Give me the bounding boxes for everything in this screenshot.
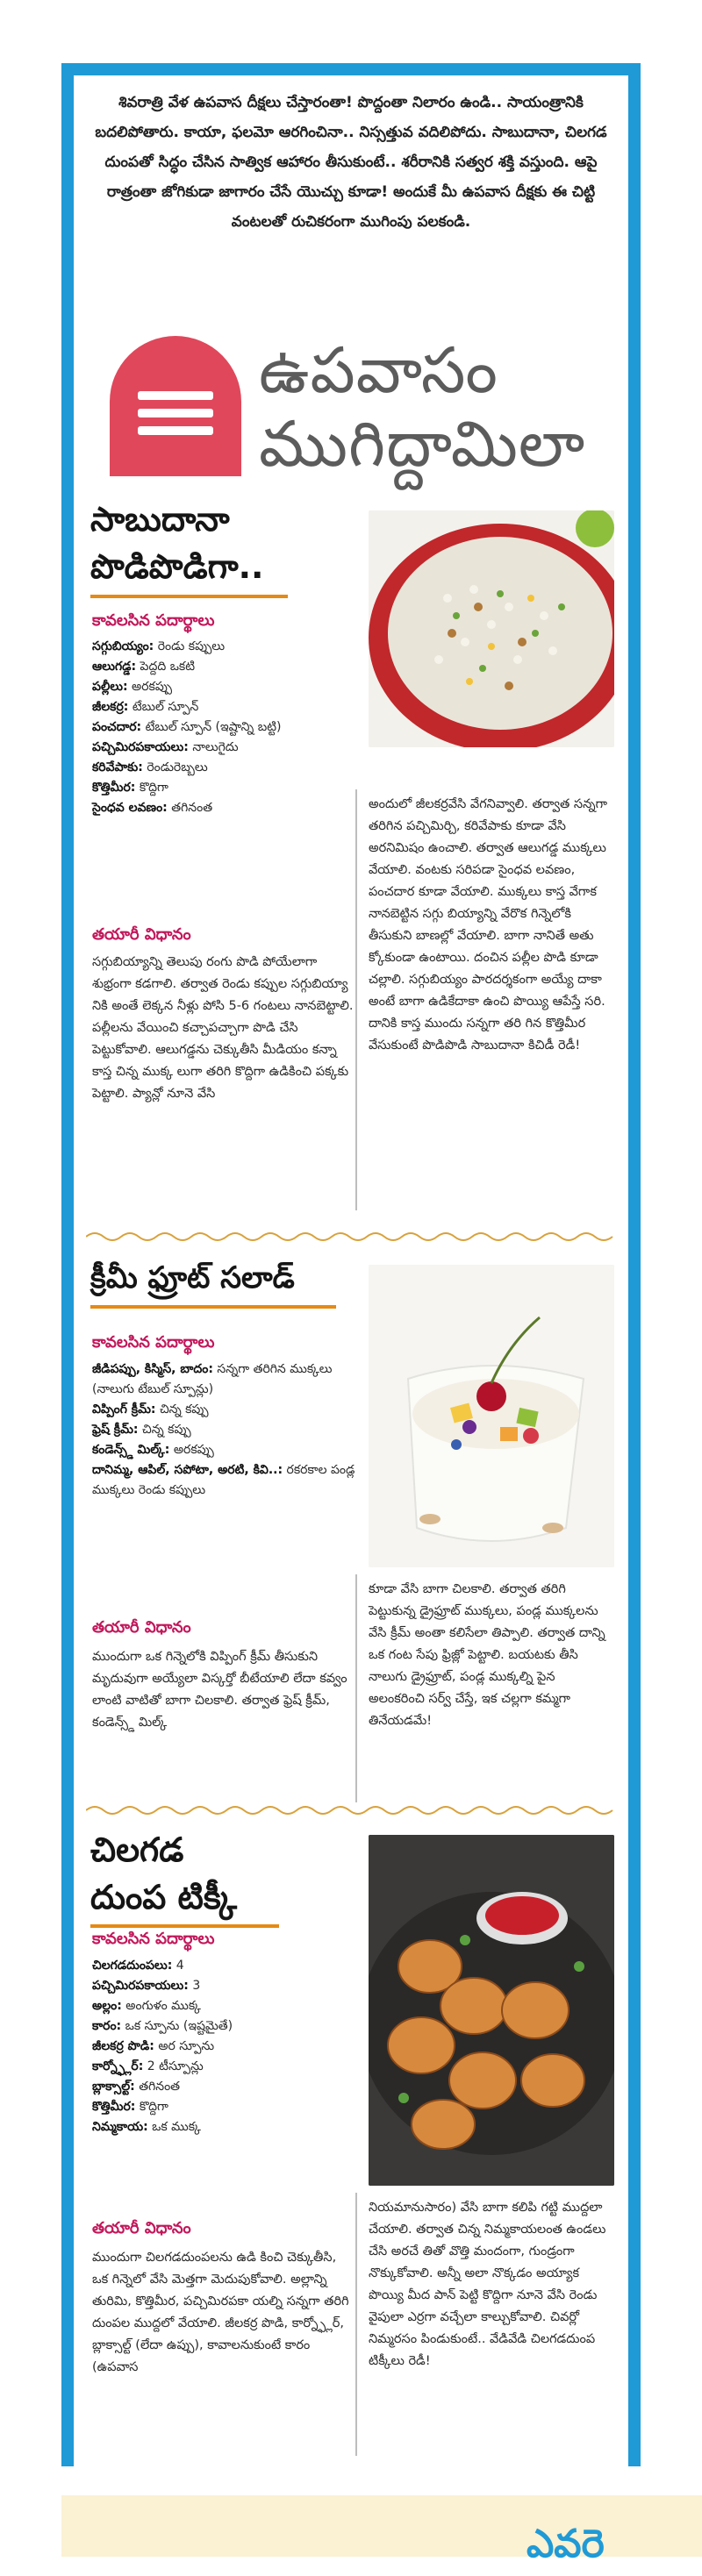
list-item: ఫ్రెష్ క్రీమ్: చిన్న కప్పు [92, 1423, 191, 1437]
list-item: జీలకర్ర పొడి: అర స్పూను [92, 2039, 215, 2053]
title-underline [90, 1305, 336, 1309]
list-item: బ్లాక్సాల్ట్: తగినంత [92, 2080, 181, 2094]
list-item: కరివేపాకు: రెండురెబ్బలు [92, 760, 208, 774]
list-item: కొత్తిమీర: కొద్దిగా [92, 781, 168, 795]
ingredients-list [92, 637, 355, 818]
ingredients-heading: కావలసిన పదార్థాలు [92, 1333, 215, 1352]
list-item: కొత్తిమీర: కొద్దిగా [92, 2100, 168, 2114]
list-item: నిమ్మకాయ: ఒక ముక్క [92, 2120, 201, 2134]
list-item: సైంధవ లవణం: తగినంత [92, 801, 213, 815]
list-item: దానిమ్మ, ఆపిల్, సపోటా, అరటి, కివి..: రకరకాల పండ్ల ముక్కలు రెండు కప్పులు [92, 1463, 355, 1497]
list-item: పంచదార: టేబుల్ స్పూన్ (ఇష్టాన్ని బట్టి) [92, 720, 282, 734]
method-heading: తయారీ విధానం [92, 925, 191, 944]
section-divider [86, 1803, 616, 1817]
intro-paragraph: శివరాత్రి వేళ ఉపవాస దీక్షలు చేస్తారంతా! పొద్దంతా నిలారం ఉండి.. సాయంత్రానికి బదలిపోతారు. కాయా, ఫలమో ఆరగించినా.. నిస్సత్తువ వదిలిపోదు. సాబుదానా, చిలగడ దుంపతో సిద్ధం చేసిన సాత్విక ఆహారం తీసుకుంటే.. శరీరానికి సత్వర శక్తి వస్తుంది. ఆపై రాత్రంతా జోగికుడా జాగారం చేసే యొచ్చు కూడా! అందుకే మీ ఉపవాస దీక్షకు ఈ చిట్టి వంటలతో రుచికరంగా ముగింపు పలకండి. [95, 94, 607, 231]
frame-right-border [628, 63, 641, 2466]
list-item: సగ్గుబియ్యం: రెండు కప్పులు [92, 639, 226, 653]
fruit-salad-photo [369, 1265, 614, 1567]
section-divider [86, 1230, 616, 1244]
recipe-title-fruit-salad: క్రీమీ ఫ్రూట్ సలాడ్ [90, 1260, 295, 1295]
method-text-continued: అందులో జీలకర్రవేసి వేగనివ్వాలి. తర్వాత సన్నగా తరిగిన పచ్చిమిర్చి, కరివేపాకు కూడా వేసి అరనిమిషం ఉంచాలి. తర్వాత ఆలుగడ్డ ముక్కలు వేయాలి. వంటకు సరిపడా సైంధవ లవణం, పంచదార కూడా వేయాలి. ముక్కలు కాస్త వేగాక నానబెట్టిన సగ్గు బియ్యాన్ని వేరొక గిన్నెలోకి తీసుకుని బాణల్లో వేయాలి. బాగా నానితే అతు క్కోకుండా ఉంటాయి. దంచిన పల్లీల పొడి కూడా చల్లాలి. సగ్గుబియ్యం పారదర్శకంగా అయ్యే దాకా అంటే బాగా ఉడికేదాకా ఉంచి పొయ్యి ఆపేస్తే సరి. దానికి కాస్త ముందు సన్నగా తరి గిన కొత్తిమీర వేసుకుంటే పొడిపొడి సాబుదానా కిచిడీ రెడీ! [369, 797, 607, 1053]
column-divider [355, 2193, 357, 2456]
column-divider [355, 789, 357, 1210]
list-item: పల్లీలు: అరకప్పు [92, 680, 173, 694]
title-underline [90, 595, 288, 598]
method-text-continued: కూడా వేసి బాగా చిలకాలి. తర్వాత తరిగి పెట్టుకున్న డ్రైఫ్రూట్ ముక్కలు, పండ్ల ముక్కలను వేసి క్రీమ్ అంతా కలిసేలా తిప్పాలి. తర్వాత దాన్ని ఒక గంట సేపు ఫ్రిజ్లో పెట్టాలి. బయటకు తీసి నాలుగు డ్రైఫ్రూట్, పండ్ల ముక్కల్ని పైన అలంకరించి సర్వ్ చేస్తే, ఇక చల్లగా కమ్మగా తినేయడమే! [369, 1582, 605, 1728]
method-heading: తయారీ విధానం [92, 1618, 191, 1637]
method-text: ముందుగా ఒక గిన్నెలోకి విప్పింగ్ క్రీమ్ తీసుకుని మృదువుగా అయ్యేలా విస్కర్తో బీటేయాలి లేదా కవ్వం లాంటి వాటితో బాగా చిలకాలి. తర్వాత ఫ్రెష్ క్రీమ్, కండెన్స్డ్ మిల్క్ [92, 1650, 347, 1730]
list-item: పచ్చిమిరపకాయలు: నాలుగైదు [92, 740, 239, 754]
ingredients-list [92, 1956, 355, 2137]
ingredients-heading: కావలసిన పదార్థాలు [92, 611, 215, 630]
list-item: చిలగడదుంపలు: 4 [92, 1959, 184, 1973]
next-article-fragment: ఎవరె [526, 2522, 605, 2566]
menu-list-icon [110, 332, 241, 476]
frame-top-border [61, 63, 641, 75]
method-text: ముందుగా చిలగడదుంపలను ఉడి కించి చెక్కుతీసి, ఒక గిన్నెలో వేసి మెత్తగా మెదుపుకోవాలి. అల్లాన్ని తురిమి, కొత్తిమీర, పచ్చిమిరపకా యల్ని సన్నగా తరిగి దుంపల ముద్దలో వేయాలి. జీలకర్ర పొడి, కార్న్ఫ్లోర్, బ్లాక్సాల్ట్ (లేదా ఉప్పు), కావాలనుకుంటే కారం (ఉపవాస [92, 2251, 349, 2374]
sabudana-photo [369, 510, 614, 747]
ingredients-heading: కావలసిన పదార్థాలు [92, 1930, 215, 1948]
column-divider [355, 1574, 357, 1802]
list-item: కార్న్ఫ్లోర్: 2 టీస్పూన్లు [92, 2059, 204, 2073]
list-item: జీడిపప్పు, కిస్మిస్, బాదం: సన్నగా తరిగిన ముక్కలు (నాలుగు టేబుల్ స్పూన్లు) [92, 1362, 333, 1396]
method-text-continued: నియమానుసారం) వేసి బాగా కలిపి గట్టి ముద్దలా చేయాలి. తర్వాత చిన్న నిమ్మకాయలంత ఉండలు చేసి అరచే తితో వొత్తి మందంగా, గుండ్రంగా నొక్కుకోవాలి. అన్నీ అలా నొక్కడం అయ్యాక పొయ్యి మీద పాన్ పెట్టి కొద్దిగా నూనె వేసి రెండు వైపులా ఎర్రగా వచ్చేలా కాల్చుకోవాలి. చివర్లో నిమ్మరసం పిండుకుంటే.. వేడివేడి చిలగడదుంప టిక్కీలు రెడీ! [369, 2201, 606, 2368]
recipe-title-sabudana: సాబుదానా పొడిపొడిగా.. [90, 500, 264, 586]
list-item: పచ్చిమిరపకాయలు: 3 [92, 1979, 201, 1993]
list-item: ఆలుగడ్డ: పెద్దది ఒకటి [92, 660, 196, 674]
next-article-strip [61, 2495, 702, 2557]
list-item: కారం: ఒక స్పూను (ఇష్టమైతే) [92, 2019, 233, 2033]
list-item: కండెన్స్డ్ మిల్క్: అరకప్పు [92, 1443, 214, 1457]
frame-left-border [61, 63, 74, 2466]
ingredients-list [92, 1359, 355, 1501]
title-underline [90, 1924, 279, 1928]
recipe-title-sweet-potato-tikki: చిలగడ దుంప టిక్కీ [90, 1830, 238, 1916]
page-title: ఉపవాసం ముగిద్దామిలా [259, 333, 586, 481]
list-item: విప్పింగ్ క్రీమ్: చిన్న కప్పు [92, 1402, 209, 1416]
tikki-photo [369, 1835, 614, 2186]
list-item: అల్లం: అంగుళం ముక్క [92, 1999, 201, 2013]
list-item: జీలకర్ర: టేబుల్ స్పూన్ [92, 700, 199, 714]
method-text: సగ్గుబియ్యాన్ని తెలుపు రంగు పొడి పోయేలాగా శుభ్రంగా కడగాలి. తర్వాత రెండు కప్పుల సగ్గుబియ్యా నికి అంతే లెక్కన నీళ్లు పోసి 5-6 గంటలు నానబెట్టాలి. పల్లీలను వేయించి కచ్చాపచ్చాగా పొడి చేసి పెట్టుకోవాలి. ఆలుగడ్డను చెక్కుతీసి మీడియం కన్నా కాస్త చిన్న ముక్క లుగా తరిగి కొద్దిగా ఉడికించి పక్కకు పెట్టాలి. ప్యాన్లో నూనె వేసి [92, 955, 354, 1101]
method-heading: తయారీ విధానం [92, 2219, 191, 2237]
